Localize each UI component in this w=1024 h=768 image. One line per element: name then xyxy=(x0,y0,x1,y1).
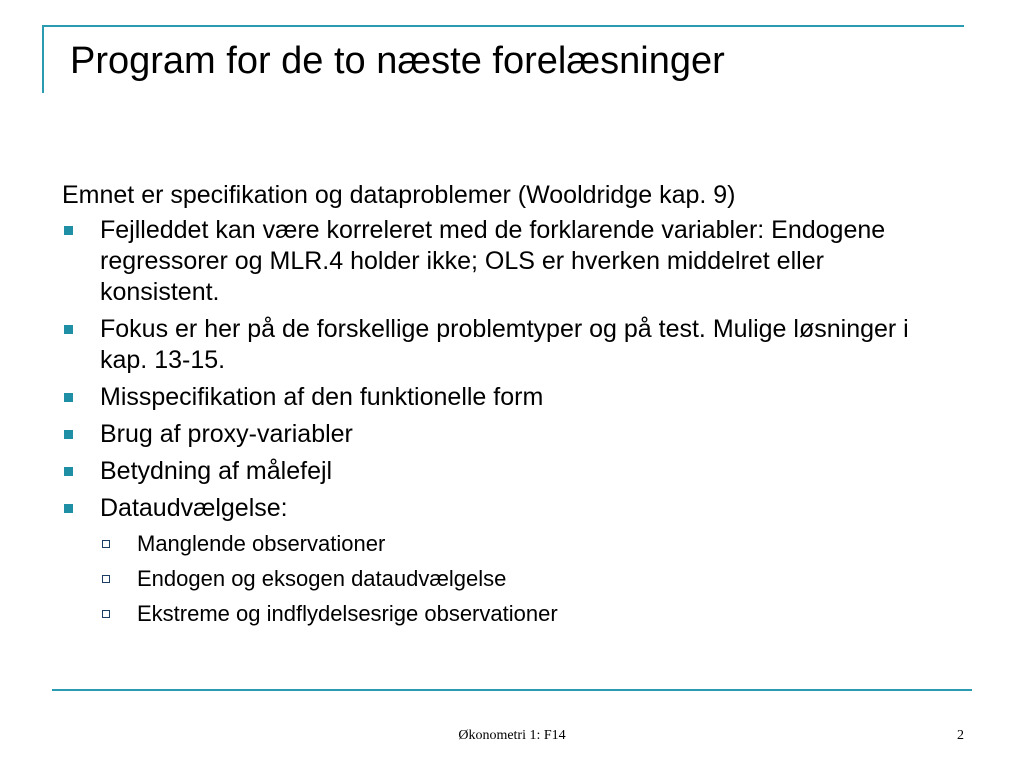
bullet-item xyxy=(62,314,942,376)
sub-bullet-text: Endogen og eksogen dataudvælgelse xyxy=(137,566,507,591)
filled-square-icon xyxy=(64,226,73,235)
footer-text: Økonometri 1: F14 xyxy=(458,728,566,743)
bullet-text: Dataudvælgelse: xyxy=(100,494,288,522)
hollow-square-icon xyxy=(102,610,110,618)
title-top-rule xyxy=(42,25,964,27)
sub-bullet-item xyxy=(62,600,942,628)
sub-bullet-item xyxy=(62,530,942,558)
slide-title: Program for de to næste forelæsninger xyxy=(70,40,725,82)
sub-bullet-item xyxy=(62,565,942,593)
hollow-square-icon xyxy=(102,540,110,548)
title-left-rule xyxy=(42,25,44,93)
filled-square-icon xyxy=(64,430,73,439)
filled-square-icon xyxy=(64,393,73,402)
hollow-square-icon xyxy=(102,575,110,583)
bullet-text: Betydning af målefejl xyxy=(100,457,333,485)
filled-square-icon xyxy=(64,467,73,476)
bullet-item xyxy=(62,382,942,413)
bullet-text: Fejlleddet kan være korreleret med de forklarende variabler: Endogene regressorer og MLR.4 holder ikke; OLS er hverken middelret eller konsistent. xyxy=(100,216,886,306)
bullet-item xyxy=(62,456,942,487)
bullet-item xyxy=(62,493,942,524)
bullet-item xyxy=(62,215,942,308)
bullet-text: Brug af proxy-variabler xyxy=(100,420,353,448)
sub-bullet-text: Ekstreme og indflydelsesrige observationer xyxy=(137,601,558,626)
bullet-text: Misspecifikation af den funktionelle form xyxy=(100,383,544,411)
bullet-item xyxy=(62,419,942,450)
footer-rule xyxy=(52,689,972,691)
intro-text: Emnet er specifikation og dataproblemer (Wooldridge kap. 9) xyxy=(62,181,736,209)
page-number: 2 xyxy=(957,728,964,743)
filled-square-icon xyxy=(64,325,73,334)
filled-square-icon xyxy=(64,504,73,513)
slide-content xyxy=(62,180,942,635)
sub-bullet-text: Manglende observationer xyxy=(137,531,386,556)
bullet-text: Fokus er her på de forskellige problemtyper og på test. Mulige løsninger i kap. 13-15. xyxy=(100,315,909,374)
